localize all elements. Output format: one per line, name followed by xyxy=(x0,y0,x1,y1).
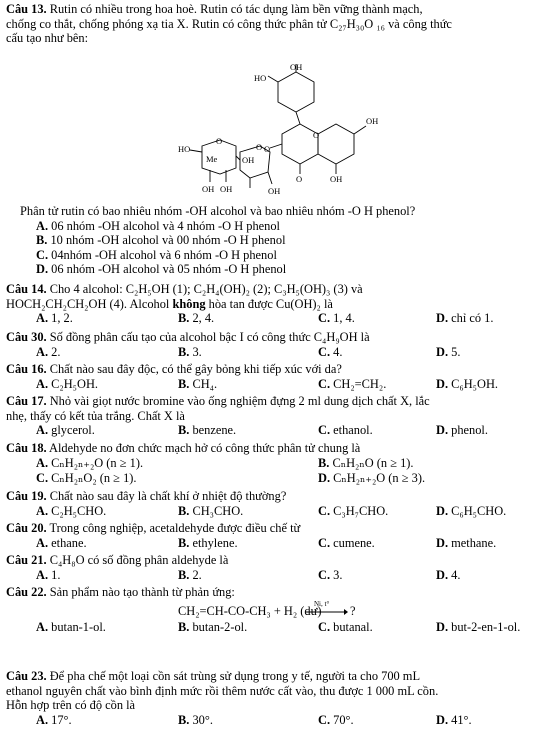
options-row xyxy=(6,311,547,326)
option-label: A. xyxy=(36,455,49,470)
answer-option xyxy=(178,311,214,326)
question-20 xyxy=(6,521,547,551)
answer-option xyxy=(178,504,243,519)
option-text: 06 nhóm -OH alcohol và 05 nhóm -O H phenol xyxy=(48,262,287,277)
question-stem: Phân tử rutin có bao nhiêu nhóm -OH alcohol và bao nhiêu nhóm -O H phenol? xyxy=(20,204,416,218)
question-17 xyxy=(6,394,547,438)
answer-option xyxy=(36,536,87,551)
option-label: A. xyxy=(36,311,49,326)
text: 1. xyxy=(48,567,61,582)
option-label: D. xyxy=(436,535,449,550)
answer-option xyxy=(436,568,460,583)
text: CH₂=CH-CO-CH₃ + H₂ (dư) xyxy=(178,603,322,618)
answer-option xyxy=(178,345,202,360)
option-label: D. xyxy=(436,376,449,391)
option-label: D. xyxy=(436,503,449,518)
mol-label: Me xyxy=(206,154,218,164)
text: HOCH₂CH₂CH₂OH (4). Alcohol xyxy=(6,296,173,311)
text: but-2-en-1-ol. xyxy=(448,619,521,634)
option-label: B. xyxy=(178,423,190,438)
option-label: B. xyxy=(178,344,190,359)
answer-option xyxy=(436,423,488,438)
answer-option xyxy=(36,423,95,438)
text: Aldehyde no đơn chức mạch hở có công thức phân tử chung là xyxy=(46,441,361,455)
text: nhẹ, thấy có kết tủa trắng. Chất X là xyxy=(6,408,185,423)
mol-label: OH xyxy=(330,174,343,184)
answer-option xyxy=(318,504,388,519)
answer-option xyxy=(436,311,493,326)
answer-option xyxy=(436,536,496,551)
option-label: C. xyxy=(318,567,331,582)
mol-label: OH xyxy=(220,184,233,194)
answer-option xyxy=(318,620,373,635)
text: CₙH₂ₙ₊₂O (n ≥ 1). xyxy=(48,455,144,470)
answer-option xyxy=(436,504,506,519)
option-label: D. xyxy=(436,712,449,727)
answer-option xyxy=(36,620,106,635)
mol-label: HO xyxy=(178,144,191,154)
text: B. xyxy=(36,233,48,248)
option-label: C. xyxy=(318,712,331,727)
answer-option xyxy=(36,471,137,486)
mol-label: O xyxy=(313,130,320,140)
mol-label: O xyxy=(216,136,223,146)
text: CₙH₂ₙO₂ (n ≥ 1). xyxy=(48,470,137,485)
text: Trong công nghiệp, acetaldehyde được điều chế từ xyxy=(46,521,301,535)
option-label: A. xyxy=(36,344,49,359)
text: Chất nào sau đây là chất khí ở nhiệt độ thường? xyxy=(46,489,287,503)
option-label: A. xyxy=(36,376,49,391)
reaction-equation xyxy=(6,600,547,620)
text: C₃H₇CHO. xyxy=(330,503,389,518)
answer-option xyxy=(36,568,60,583)
text: Sản phẩm nào tạo thành từ phản ứng: xyxy=(46,585,235,599)
option-label: A. xyxy=(36,423,49,438)
answer-option xyxy=(36,311,73,326)
option-label: B. xyxy=(178,376,190,391)
question-stem: cấu tạo như bên: xyxy=(6,31,89,46)
text: 3. xyxy=(330,567,343,582)
question-22 xyxy=(6,585,547,635)
option-label: C. xyxy=(318,503,331,518)
answer-option xyxy=(318,713,354,728)
option-label: C. xyxy=(318,311,331,326)
answer-option xyxy=(178,423,236,438)
option-label: D. xyxy=(318,470,331,485)
text: Câu 18. xyxy=(6,441,47,455)
option-label: D. xyxy=(436,311,449,326)
text: Để pha chế một loại cồn sát trùng sử dụng trong y tế, người ta cho 700 mL xyxy=(46,669,421,683)
mol-label: OH xyxy=(202,184,215,194)
option-label: C. xyxy=(318,344,331,359)
answer-option xyxy=(36,377,98,392)
option-text: 04nhóm -OH alcohol và 6 nhóm -O H phenol xyxy=(48,247,277,262)
text: D. xyxy=(36,262,49,277)
option-label: D. xyxy=(436,619,449,634)
text: C₂H₅OH. xyxy=(48,376,98,391)
text: butan-1-ol. xyxy=(48,619,106,634)
text: Câu 20. xyxy=(6,521,47,535)
answer-option xyxy=(36,456,143,471)
question-30 xyxy=(6,330,547,360)
text: A. xyxy=(36,218,49,233)
question-19 xyxy=(6,489,547,519)
text: 3. xyxy=(189,344,202,359)
answer-option xyxy=(36,713,72,728)
text: 41°. xyxy=(448,712,472,727)
text: Hỗn hợp trên có độ cồn là xyxy=(6,698,136,713)
text: Câu 23. xyxy=(6,669,47,683)
text: Câu 21. xyxy=(6,553,47,567)
text: ? xyxy=(350,603,356,618)
answer-option xyxy=(318,345,342,360)
option-text: 06 nhóm -OH alcohol và 4 nhóm -O H phenol xyxy=(48,218,280,233)
mol-label: OH xyxy=(366,116,379,126)
mol-label: O xyxy=(264,144,271,154)
text: Câu 30. xyxy=(6,330,47,344)
text: 1, 2. xyxy=(48,311,73,326)
text: C₆H₅OH. xyxy=(448,376,498,391)
mol-label: O xyxy=(256,142,263,152)
answer-option xyxy=(436,620,520,635)
text: 5. xyxy=(448,344,461,359)
text: C₂H₅CHO. xyxy=(48,503,107,518)
text: 2. xyxy=(48,344,61,359)
text: CₙH₂ₙO (n ≥ 1). xyxy=(329,455,414,470)
text: butan-2-ol. xyxy=(189,619,248,634)
text: ethanol. xyxy=(330,423,373,438)
text: CH₂=CH₂. xyxy=(330,376,387,391)
text: CH₄. xyxy=(189,376,218,391)
question-14 xyxy=(6,282,547,326)
text: Nhỏ vài giọt nước bromine vào ống nghiệm đựng 2 ml dung dịch chất X, lắc xyxy=(46,394,430,408)
answer-option xyxy=(318,471,425,486)
text: C₄H₈O có số đồng phân aldehyde là xyxy=(46,553,229,567)
text: Số đồng phân cấu tạo của alcohol bậc I có công thức C₄H₉OH là xyxy=(46,330,370,344)
text: chỉ có 1. xyxy=(448,311,494,326)
text: cumene. xyxy=(330,535,375,550)
answer-option xyxy=(436,377,498,392)
text: C. xyxy=(36,247,49,262)
option-label: A. xyxy=(36,619,49,634)
option-label: không xyxy=(172,296,206,311)
text: ethane. xyxy=(48,535,87,550)
option-label: D. xyxy=(436,423,449,438)
question-16 xyxy=(6,362,547,392)
option-label: C. xyxy=(318,535,331,550)
answer-option xyxy=(36,504,106,519)
option-label: C. xyxy=(318,376,331,391)
answer-option xyxy=(436,713,472,728)
text: CₙH₂ₙ₊₂O (n ≥ 3). xyxy=(330,470,426,485)
answer-option xyxy=(178,536,238,551)
text: Câu 14. xyxy=(6,282,47,296)
question-13-options xyxy=(6,204,547,277)
question-number: Câu 13. xyxy=(6,2,47,16)
option-label: B. xyxy=(178,311,190,326)
text: phenol. xyxy=(448,423,488,438)
answer-option xyxy=(318,377,386,392)
option-label: B. xyxy=(178,535,190,550)
text: C₆H₅CHO. xyxy=(448,503,507,518)
option-label: B. xyxy=(178,712,190,727)
text: ethanol nguyên chất vào bình định mức rồi thêm nước cất vào, thu được 1 000 mL cồn. xyxy=(6,683,439,698)
text: Câu 22. xyxy=(6,585,47,599)
mol-label: O xyxy=(296,174,303,184)
option-text: 10 nhóm -OH alcohol và 00 nhóm -O H phenol xyxy=(47,233,286,248)
answer-option xyxy=(178,713,213,728)
text: ethylene. xyxy=(189,535,238,550)
answer-option xyxy=(178,620,247,635)
answer-option xyxy=(178,377,217,392)
option-label: A. xyxy=(36,503,49,518)
option-label: B. xyxy=(178,503,190,518)
answer-option xyxy=(36,345,60,360)
option-label: C. xyxy=(318,423,331,438)
catalyst-label: Ni, t° xyxy=(314,599,330,608)
question-23 xyxy=(6,669,547,728)
mol-label: OH xyxy=(242,155,255,165)
option-label: B. xyxy=(178,619,190,634)
answer-option xyxy=(318,568,342,583)
option-label: D. xyxy=(436,567,449,582)
question-18 xyxy=(6,441,547,486)
option-label: C. xyxy=(318,619,331,634)
text: methane. xyxy=(448,535,497,550)
option-label: A. xyxy=(36,535,49,550)
text: 70°. xyxy=(330,712,354,727)
text: CH₃CHO. xyxy=(189,503,244,518)
answer-option xyxy=(318,536,375,551)
option-label: D. xyxy=(436,344,449,359)
question-13 xyxy=(6,2,547,46)
text: 2. xyxy=(189,567,202,582)
text: 1, 4. xyxy=(330,311,355,326)
text: Câu 19. xyxy=(6,489,47,503)
text: Cho 4 alcohol: C₂H₅OH (1); C₂H₄(OH)₂ (2); C₃H₅(OH)₃ (3) và xyxy=(46,282,363,296)
text: 17°. xyxy=(48,712,72,727)
question-21 xyxy=(6,553,547,583)
answer-option xyxy=(318,311,355,326)
mol-label: HO xyxy=(254,73,267,83)
text: Câu 16. xyxy=(6,362,47,376)
text: butanal. xyxy=(330,619,373,634)
answer-option xyxy=(318,423,373,438)
option-label: B. xyxy=(318,455,330,470)
mol-label: OH xyxy=(268,186,281,196)
arrow-icon xyxy=(306,608,348,616)
text: 2, 4. xyxy=(189,311,215,326)
text: 4. xyxy=(448,567,461,582)
option-label: B. xyxy=(178,567,190,582)
text: hòa tan được Cu(OH)₂ là xyxy=(205,296,333,311)
question-stem: chống co thắt, chống phóng xạ tia X. Rutin có công thức phân tử C₂₇H₃₀O ₁₆ và công thức xyxy=(6,16,452,31)
answer-option xyxy=(436,345,460,360)
question-stem: Rutin có nhiều trong hoa hoè. Rutin có tác dụng làm bền vững thành mạch, xyxy=(46,2,423,16)
text: Câu 17. xyxy=(6,394,47,408)
mol-label: OH xyxy=(290,62,303,72)
text: glycerol. xyxy=(48,423,95,438)
option-label: C. xyxy=(36,470,49,485)
text: 4. xyxy=(330,344,343,359)
option-label: A. xyxy=(36,567,49,582)
text: benzene. xyxy=(189,423,237,438)
text: 30°. xyxy=(189,712,213,727)
rutin-structure-diagram xyxy=(150,60,390,202)
option-label: A. xyxy=(36,712,49,727)
text: Chất nào sau đây độc, có thể gây bỏng khi tiếp xúc với da? xyxy=(46,362,342,376)
answer-option xyxy=(178,568,202,583)
answer-option xyxy=(318,456,414,471)
